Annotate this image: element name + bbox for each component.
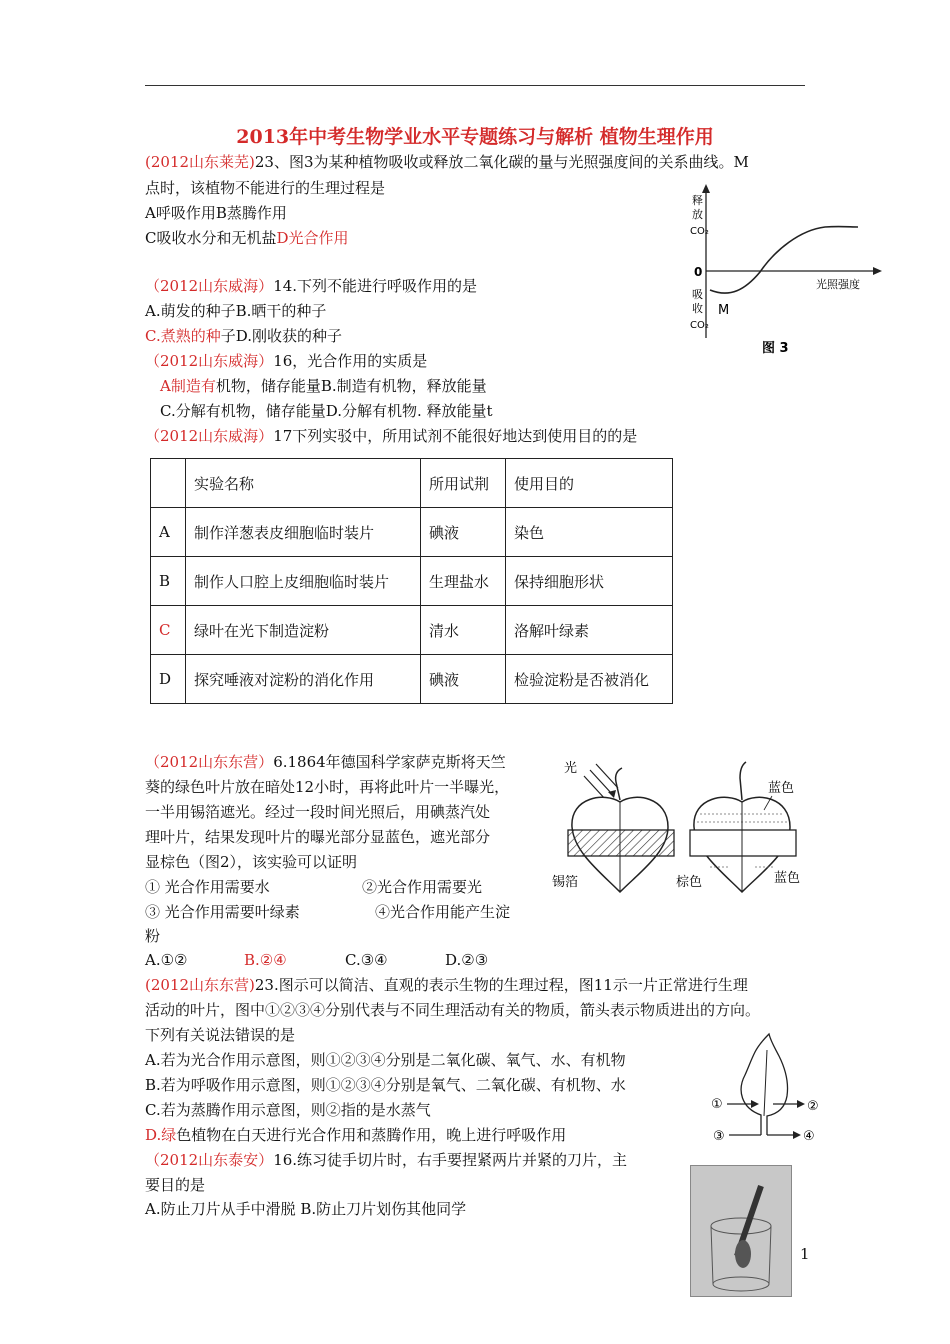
fig3-ylabel-bottom-3: CO₂ (690, 320, 709, 331)
fig2-brown-label: 棕色 (676, 875, 703, 890)
figure-2-leaves (550, 752, 810, 902)
fig3-ylabel-bottom-2: 收 (692, 302, 703, 315)
table-header-row (151, 459, 673, 508)
experiment-table (150, 458, 673, 704)
q5-answer-d: D.②③ (445, 951, 489, 969)
table-cell: C (151, 606, 186, 655)
fig3-ylabel-top-1: 释 (692, 194, 703, 207)
top-rule (145, 85, 805, 86)
q5-line5: 显棕色（图2），该实验可以证明 (145, 853, 358, 871)
figure-3-curve (690, 180, 890, 360)
q6-line1: (2012山东东营)23.图示可以简洁、直观的表示生物的生理过程，图11示一片正常进行生理 (145, 976, 748, 994)
fig11-leaf-outline (741, 1034, 787, 1135)
slicing-photo (690, 1165, 792, 1297)
fig3-ylabel-top-3: CO₂ (690, 226, 709, 237)
table-cell: 染色 (506, 508, 673, 557)
fig2-brown-band (690, 830, 796, 856)
table-cell: 探究唾液对淀粉的消化作用 (186, 655, 421, 704)
fig2-light-label: 光 (564, 761, 578, 776)
table-row (151, 655, 673, 704)
q7-line1: （2012山东泰安）16.练习徒手切片时，右手要捏紧两片并紧的刀片，主 (145, 1151, 628, 1169)
q3-options-2: C.分解有机物，储存能量D.分解有机物. 释放能量t (160, 402, 493, 420)
table-cell: 洛解叶绿素 (506, 606, 673, 655)
q6-option-b: B.若为呼吸作用示意图，则①②③④分别是氧气、二氧化碳、有机物、水 (145, 1076, 626, 1094)
table-header-cell: 所用试荆 (421, 459, 506, 508)
fig3-ylabel-top-2: 放 (692, 208, 703, 221)
table-cell: 碘液 (421, 655, 506, 704)
page-title: 2013年中考生物学业水平专题练习与解析 植物生理作用 (236, 126, 714, 148)
q5-option-4: ④光合作用能产生淀 (375, 903, 511, 921)
q5-answer-c: C.③④ (345, 951, 388, 969)
q5-option-2: ②光合作用需要光 (362, 878, 483, 896)
figure-11-leaf (705, 1030, 835, 1150)
fig3-caption: 图 3 (762, 341, 789, 356)
q6-option-a: A.若为光合作用示意图，则①②③④分别是二氧化碳、氧气、水、有机物 (145, 1051, 626, 1069)
q5-option-1: ① 光合作用需要水 (145, 878, 270, 896)
q1-options-2: C吸收水分和无机盐D光合作用 (145, 229, 349, 247)
table-cell: 制作人口腔上皮细胞临时装片 (186, 557, 421, 606)
fig3-zero: 0 (694, 265, 703, 279)
fig11-label-2: ② (807, 1099, 819, 1114)
table-cell: A (151, 508, 186, 557)
q5-answer-b: B.②④ (244, 951, 287, 969)
fig2-left-stem (616, 768, 622, 800)
q5-line1: （2012山东东营）6.1864年德国科学家萨克斯将天竺 (145, 753, 506, 771)
fig11-label-1: ① (711, 1097, 723, 1112)
q5-answer-a: A.①② (145, 951, 188, 969)
table-cell: 保持细胞形状 (506, 557, 673, 606)
fig2-foil-label: 锡箔 (552, 875, 579, 890)
q6-line2: 活动的叶片，图中①②③④分别代表与不同生理活动有关的物质，箭头表示物质进出的方向。 (145, 1001, 761, 1019)
table-row (151, 606, 673, 655)
fig11-label-4: ④ (803, 1129, 815, 1144)
fig11-label-3: ③ (713, 1129, 725, 1144)
fig3-y-arrow (702, 184, 710, 193)
table-cell: 清水 (421, 606, 506, 655)
q5-line4: 理叶片，结果发现叶片的曝光部分显蓝色，遮光部分 (145, 828, 491, 846)
table-row (151, 557, 673, 606)
fig2-right-stem (740, 762, 746, 800)
q5-option-4-cont: 粉 (145, 927, 161, 945)
table-cell: 检验淀粉是否被消化 (506, 655, 673, 704)
q6-option-c: C.若为蒸腾作用示意图，则②指的是水蒸气 (145, 1101, 431, 1119)
q4-stem: （2012山东威海）17下列实驳中，所用试剂不能很好地达到使用目的的是 (145, 427, 638, 445)
table-header-cell (151, 459, 186, 508)
q3-options-1: A制造有机物，储存能量B.制造有机物，释放能量 (160, 377, 487, 395)
fig3-xlabel: 光照强度 (816, 278, 860, 291)
fig2-light-ray (596, 764, 618, 788)
fig2-blue-label-bottom: 蓝色 (774, 871, 801, 886)
fig3-point-m: M (718, 303, 730, 318)
table-cell: 绿叶在光下制造淀粉 (186, 606, 421, 655)
q7-line2: 要目的是 (145, 1176, 206, 1194)
table-cell: 制作洋葱表皮细胞临时装片 (186, 508, 421, 557)
q1-stem-line1: (2012山东莱芜)23、图3为某种植物吸收或释放二氧化碳的量与光照强度间的关系曲线。M (145, 153, 749, 171)
fig3-ylabel-bottom-1: 吸 (692, 288, 703, 301)
q6-option-d: D.绿色植物在白天进行光合作用和蒸腾作用，晚上进行呼吸作用 (145, 1126, 567, 1144)
table-cell: B (151, 557, 186, 606)
q3-stem: （2012山东威海）16，光合作用的实质是 (145, 352, 428, 370)
q6-line3: 下列有关说法错误的是 (145, 1026, 296, 1044)
page-number: 1 (800, 1245, 810, 1263)
fig3-x-arrow (873, 267, 882, 275)
table-cell: 碘液 (421, 508, 506, 557)
fig2-light-ray (590, 770, 612, 794)
q2-stem: （2012山东威海）14.下列不能进行呼吸作用的是 (145, 277, 478, 295)
table-cell: 生理盐水 (421, 557, 506, 606)
q2-options-2: C.煮熟的种子D.刚收获的种子 (145, 327, 342, 345)
table-cell: D (151, 655, 186, 704)
q2-options-1: A.萌发的种子B.晒干的种子 (145, 302, 327, 320)
fig2-foil (568, 830, 674, 856)
q1-stem-line2: 点时，该植物不能进行的生理过程是 (145, 179, 386, 197)
q5-line2: 葵的绿色叶片放在暗处12小时，再将此叶片一半曝光， (145, 778, 510, 796)
fig2-light-ray (584, 776, 606, 800)
q5-line3: 一半用锡箔遮光。经过一段时间光照后，用碘蒸汽处 (145, 803, 491, 821)
q1-options-1: A呼吸作用B蒸腾作用 (145, 204, 287, 222)
table-header-cell: 实验名称 (186, 459, 421, 508)
q7-options: A.防止刀片从手中滑脱 B.防止刀片划伤其他同学 (145, 1200, 467, 1218)
q5-option-3: ③ 光合作用需要叶绿素 (145, 903, 300, 921)
fig2-blue-label-top: 蓝色 (768, 781, 795, 796)
table-header-cell: 使用目的 (506, 459, 673, 508)
table-row (151, 508, 673, 557)
